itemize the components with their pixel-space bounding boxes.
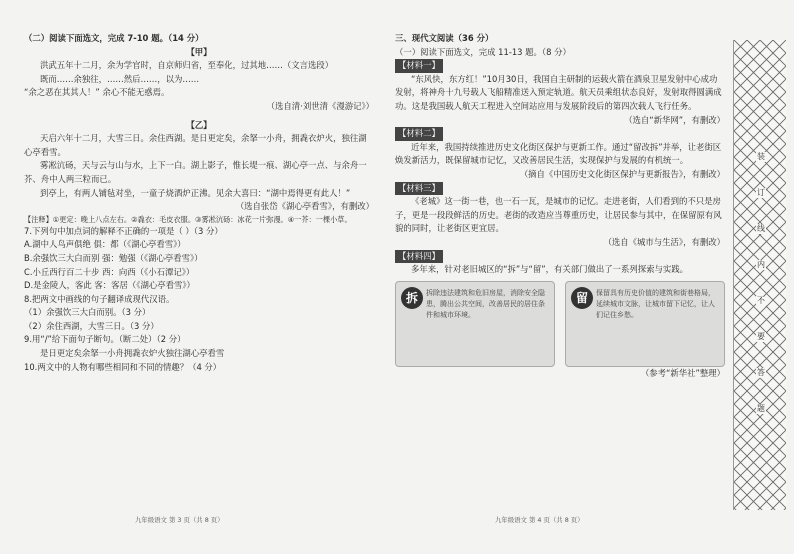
- sub-section-title: （一）阅读下面选文，完成 11-13 题。（8 分）: [395, 46, 571, 57]
- lattice-pattern: [734, 40, 786, 510]
- material-4-text: 多年来，针对老旧城区的“拆”与“留”，有关部门做出了一系列探索与实践。: [411, 264, 688, 275]
- preserve-panel-text: 保留具有历史价值的建筑和街巷格局，延续城市文脉，让城市留下记忆，让人们记住乡愁。: [596, 288, 715, 319]
- question-9-line: 是日更定矣余拏一小舟拥毳衣炉火独往湖心亭看雪: [40, 348, 225, 359]
- material-1-source: （选自“新华网”，有删改）: [624, 114, 725, 125]
- section-3-title: 三、现代文阅读（36 分）: [395, 33, 494, 43]
- material-4-source: （参考“新华社”整理）: [640, 367, 725, 378]
- material-1-tag: [395, 59, 725, 73]
- passage-yi-source: （选自张岱《湖心亭看雪》，有删改）: [235, 201, 374, 212]
- material-4-panels: [395, 281, 725, 367]
- left-column: [24, 32, 374, 374]
- question-8: 8.把两文中画线的句子翻译成现代汉语。: [24, 293, 175, 304]
- demolish-panel-text: 拆除违法建筑和危旧房屋，消除安全隐患，腾出公共空间，改善居民的居住条件和城市环境。: [426, 288, 545, 319]
- left-footer: 九年级语文 第 3 页（共 8 页）: [135, 516, 224, 524]
- passage-jia-p1: 洪武五年十二月，余为学官时，自京师归省，至奉化，过其地……（文言选段）: [40, 60, 334, 71]
- right-footer: 九年级语文 第 4 页（共 8 页）: [495, 516, 584, 524]
- material-3-label: 【材料三】: [395, 182, 443, 196]
- binding-char-3: 线: [757, 224, 765, 233]
- material-2-text: 近年来，我国持续推进历史文化街区保护与更新工作。通过“留改拆”并举，让老街区焕发新活力，既保留城市记忆，又改善居民生活，实现保护与发展的有机统一。: [395, 141, 722, 166]
- quote-text: “余之恶在其其人！”: [24, 87, 100, 98]
- binding-char-6: 要: [757, 332, 765, 341]
- material-1-text: “东风快，东方红！”10月30日，我国自主研制的运载火箭在酒泉卫星发射中心成功发射，将神舟十九号载人飞船精准送入预定轨道。航天员乘组状态良好，发射取得圆满成功。这是我国载人航天工程进入空间站应用与发展阶段后的第四次载人飞行任务。: [395, 73, 722, 111]
- demolish-panel: [395, 281, 555, 367]
- binding-char-5: 不: [757, 296, 765, 305]
- question-9: 9.用“/”给下面句子断句。（断二处）（2 分）: [24, 334, 186, 345]
- question-8-2: （2）余住西湖，大雪三日。（3 分）: [24, 320, 159, 331]
- passage-jia-p3: 余心不能无惑焉。: [102, 87, 170, 98]
- question-10: 10.两文中的人物有哪些相同和不同的情趣？（4 分）: [24, 361, 222, 372]
- passage-yi-p3: 到亭上，有两人铺毡对坐，一童子烧酒炉正沸。见余大喜曰：“湖中焉得更有此人！”: [40, 187, 351, 198]
- q7-option-d: D.是金陵人，客此 客：客居（《湖心亭看雪》）: [24, 280, 195, 291]
- passage-yi-p1: 天启六年十二月，大雪三日。余住西湖。是日更定矣，余拏一小舟，拥毳衣炉火，独往湖心亭看雪。: [24, 133, 367, 157]
- material-3-text: 《老城》这一街一巷，也一石一瓦，是城市的记忆。走进老街，人们看到的不只是房子，更是一段段鲜活的历史。老街的改造应当尊重历史，让居民参与其中，在保留原有风貌的同时，让老街区更宜居。: [395, 196, 722, 234]
- binding-margin: [733, 40, 786, 510]
- passage-jia-p2: 既而……余独往，……然后……，以为……: [40, 73, 200, 84]
- passage-yi-tag: 【乙】: [186, 119, 212, 130]
- material-3-tag: [395, 182, 725, 196]
- section-title: （二）阅读下面选文，完成 7-10 题。（14 分）: [24, 33, 204, 43]
- material-2-source: （摘自《中国历史文化街区保护与更新报告》，有删改）: [519, 168, 725, 179]
- annotation-note: 【注释】①更定：晚上八点左右。②毳衣：毛皮衣服。③雾凇沆砀：冰花一片弥漫。④一芥：一棵小草。: [24, 214, 352, 224]
- q7-option-c: C.小丘西行百二十步 西：向西（《小石潭记》）: [24, 266, 195, 277]
- question-7: 7.下列句中加点词的解释不正确的一项是（ ）（3 分）: [24, 225, 223, 236]
- question-8-1: （1）余强饮三大白而别。（3 分）: [24, 307, 151, 318]
- passage-jia-source: （选自清·刘世清《漫游记》）: [266, 100, 374, 111]
- q7-option-b: B.余强饮三大白而别 强：勉强（《湖心亭看雪》）: [24, 252, 203, 263]
- preserve-panel: [565, 281, 725, 367]
- passage-jia-quote: [24, 86, 374, 100]
- binding-char-1: 装: [757, 152, 765, 161]
- binding-char-7: 答: [757, 368, 765, 377]
- right-column: [395, 32, 725, 380]
- binding-char-2: 订: [757, 188, 765, 197]
- passage-jia-tag: 【甲】: [186, 46, 212, 57]
- material-4-tag: [395, 250, 725, 264]
- material-2-label: 【材料二】: [395, 127, 443, 141]
- binding-char-4: 内: [757, 260, 765, 269]
- demolish-badge: 拆: [401, 287, 423, 309]
- preserve-badge: 留: [571, 287, 593, 309]
- material-2-tag: [395, 127, 725, 141]
- passage-yi-p2: 雾凇沆砀，天与云与山与水，上下一白。湖上影子，惟长堤一痕、湖心亭一点、与余舟一芥、舟中人两三粒而已。: [24, 160, 367, 184]
- material-1-label: 【材料一】: [395, 59, 443, 73]
- material-4-label: 【材料四】: [395, 250, 443, 264]
- material-3-source: （选自《城市与生活》，有删改）: [603, 236, 725, 247]
- q7-option-a: A.湖中人鸟声俱绝 俱：都（《湖心亭看雪》）: [24, 239, 186, 250]
- binding-char-8: 题: [757, 404, 765, 413]
